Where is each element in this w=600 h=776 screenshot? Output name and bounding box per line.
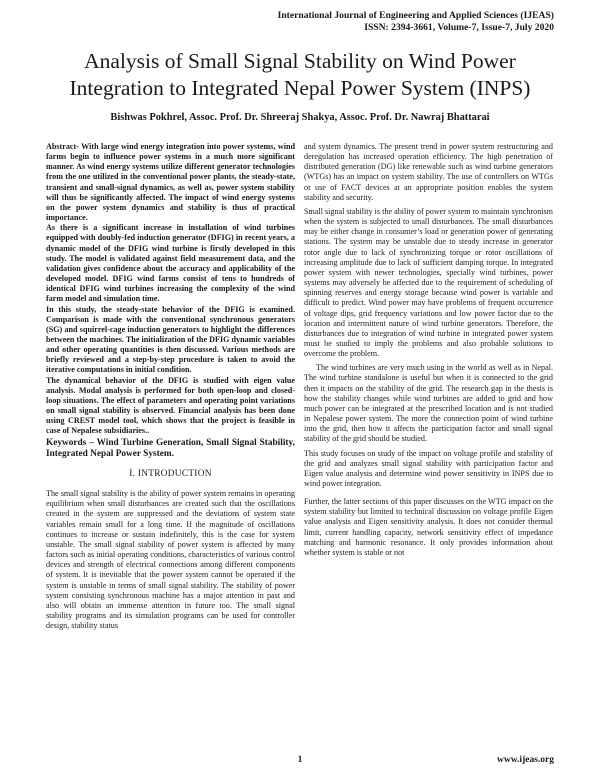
journal-header — [194, 10, 554, 34]
abstract-paragraph: In this study, the steady-state behavior of the DFIG is examined. Comparison is made with the conventional synchronous generators (SG) and squirrel-cage induction generators to highlight the differences between the machines. The initialization of the DFIG dynamic variables and other operating quantities is then discussed. Various methods are briefly reviewed and a step-by-step procedure is taken to avoid the iterative computations in initial condition. — [46, 304, 295, 375]
journal-name: International Journal of Engineering and Applied Sciences (IJEAS) — [277, 10, 554, 21]
paper-title: Analysis of Small Signal Stability on Wind Power Integration to Integrated Nepal Power System (INPS) — [69, 49, 531, 100]
intro-paragraph: Small signal stability is the ability of power system to maintain synchronism when the system is subjected to small disturbances. The small disturbances may be either change in consumer’s load or generation power of generating stations. The system may be unstable due to steady increase in generator rotor angle due to lack of synchronizing torque or rotor oscillations of increasing amplitude due to lack of sufficient damping torque. In integrated power system with newer technologies, specially wind turbines, power systems may adversely be affected due to the requirement of scheduling of spinning reserves and energy storage because wind power is variable and difficult to predict. Wind power may have problems of frequent occurrence of voltage dips, grid frequency variations and low power factor due to the location and intermittent nature of wind turbine generators. Therefore, the disturbances due to integration of wind turbine in integrated power system must be studied to imply the problems and also probable solutions to overcome the problem. — [304, 206, 553, 359]
right-column — [304, 142, 553, 562]
intro-paragraph: and system dynamics. The present trend in power system restructuring and deregulation has increased operation efficiency. The high penetration of distributed generation (DG) like renewable such as wind turbine generators (WTGs) has an impact on system stability. The use of controllers on WTGs or use of FACT devices at an appropriate position enables the system stability and security. — [304, 142, 553, 202]
left-column — [46, 142, 295, 631]
page-number: 1 — [297, 755, 303, 765]
abstract — [46, 142, 295, 460]
intro-paragraph: The small signal stability is the ability of power system remains in operating equilibrium when small disturbances are created such that the oscillations created in the system are suppressed and the deviations of system state variables remain small for a long time. If the magnitude of oscillations continues to increase or sustain indefinitely, this is the case for system unstable. The small signal stability of power system is affected by many factors such as initial operating conditions, characteristics of various control devices and strength of electrical connections among different components of system. It is inevitable that the power system cannot be operated if the system is unstable in terms of small signal stability. The stability of power system consisting synchronous machine has a major attention in past and also will obtain an immense attention in future too. The small signal stability programs and its simulation programs can be used for controller design, stability status — [46, 489, 295, 631]
issn-line: ISSN: 2394-3661, Volume-7, Issue-7, July 2020 — [364, 22, 554, 33]
footer-url-link[interactable]: www.ijeas.org — [497, 755, 554, 765]
keywords: Keywords – Wind Turbine Generation, Small Signal Stability, Integrated Nepal Power System. — [46, 437, 295, 459]
section-heading-introduction: I. INTRODUCTION — [129, 469, 212, 480]
abstract-paragraph: As there is a significant increase in installation of wind turbines equipped with doubly-fed induction generator (DFIG) in recent years, a dynamic model of the DFIG wind turbine is firstly developed in this study. The model is validated against field measurement data, and the validation gives confidence about the accuracy and applicability of the developed model. DFIG wind farms consist of tens to hundreds of identical DFIG wind turbines increasing the complexity of the wind farm model and simulation time. — [46, 223, 295, 304]
intro-paragraph: Further, the latter sections of this paper discusses on the WTG impact on the system stability but limited to technical discussion on voltage profile Eigen value analysis and Eigen sensitivity analysis. It does not consider thermal limit, current handling capacity, network sensitivity effect of impedance matching and harmonic resonance. It only provides information about whether system is stable or not — [304, 497, 553, 557]
abstract-paragraph: Abstract- With large wind energy integration into power systems, wind farms begin to influence power systems in a much more significant manner. As wind energy systems utilize different generator technologies from the one utilized in the conventional power plants, the steady-state, transient and small-signal dynamics, as well as, power system stability will thus be significantly affected. The impact of wind energy systems on the power system dynamics and stability is thus of practical importance. — [46, 142, 295, 223]
intro-paragraph: This study focuses on study of the impact on voltage profile and stability of the grid and analyzes small signal stability with participation factor and Eigen value analysis and determine wind power sensitivity in INPS due to wind power integration. — [304, 448, 553, 488]
paper-authors: Bishwas Pokhrel, Assoc. Prof. Dr. Shreeraj Shakya, Assoc. Prof. Dr. Nawraj Bhattarai — [110, 112, 490, 123]
abstract-paragraph: The dynamical behavior of the DFIG is studied with eigen value analysis. Modal analysis is performed for both open-loop and closed-loop situations. The effect of parameters and operating point variations on small signal stability is observed. Financial analysis has been done using CREST model tool, which shows that the project is feasible in case of Nepalese subsidiaries.. — [46, 375, 295, 436]
intro-paragraph: The wind turbines are very much using in the world as well as in Nepal. The wind turbine standalone is useful but when it is connected to the grid then it impacts on the stability of the grid. The research gap in the thesis is how the stability changes while wind turbines are added to grid and how much power can be integrated at the prescribed location and is not studied in Nepalese power system. The more the connection point of wind turbine into the grid, then how it affects the participation factor and small signal stability of the grid should be studied. — [304, 363, 553, 444]
